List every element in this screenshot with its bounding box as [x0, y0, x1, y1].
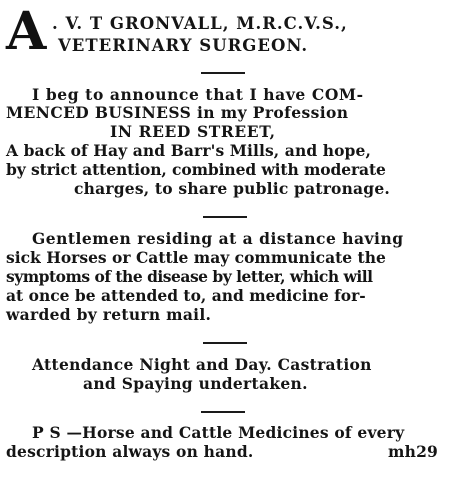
section-divider	[203, 342, 247, 344]
announcement-line-4: A back of Hay and Barr's Mills, and hope,	[6, 141, 371, 160]
announcement-line-5: by strict attention, combined with moderate	[6, 160, 386, 179]
gentlemen-line-4: at once be attended to, and medicine for-	[6, 286, 366, 305]
gentlemen-line-1: Gentlemen residing at a distance having	[32, 229, 404, 248]
section-divider	[201, 72, 245, 74]
postscript-line-1: P S —Horse and Cattle Medicines of every	[32, 423, 405, 442]
postscript-line-2: description always on hand.	[6, 442, 254, 461]
section-divider	[201, 411, 245, 413]
announcement-line-1: I beg to announce that I have COM-	[32, 85, 364, 104]
advert-header-title: VETERINARY SURGEON.	[58, 36, 309, 55]
gentlemen-line-5: warded by return mail.	[6, 305, 212, 324]
advert-header-name: . V. T GRONVALL, M.R.C.V.S.,	[52, 14, 348, 33]
gentlemen-line-2: sick Horses or Cattle may communicate the	[6, 248, 386, 267]
section-divider	[203, 216, 247, 218]
advert-initial-letter: A	[6, 1, 47, 62]
announcement-line-3: IN REED STREET,	[110, 122, 276, 141]
gentlemen-line-3: symptoms of the disease by letter, which will	[6, 267, 373, 286]
advert-insertion-code: mh29	[388, 442, 439, 461]
attendance-line-2: and Spaying undertaken.	[83, 374, 308, 393]
announcement-line-6: charges, to share public patronage.	[74, 179, 391, 198]
attendance-line-1: Attendance Night and Day. Castration	[32, 355, 372, 374]
announcement-line-2: MENCED BUSINESS in my Profession	[6, 103, 349, 122]
